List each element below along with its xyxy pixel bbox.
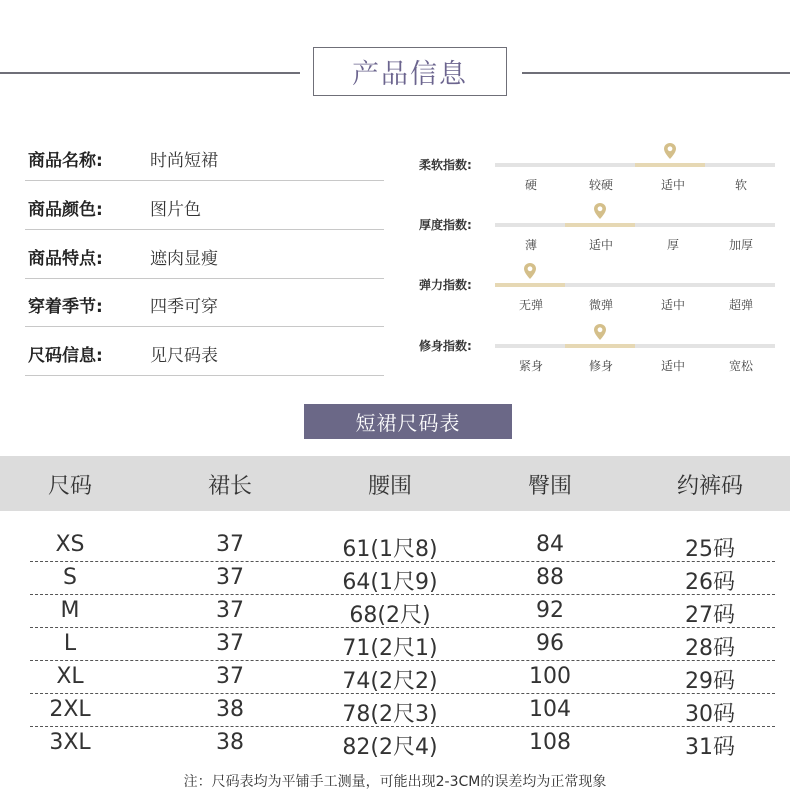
index-option: 薄 [524,238,537,252]
location-pin-icon [523,262,537,280]
table-cell: 82(2尺4) [342,735,438,760]
table-cell: 37 [216,598,244,623]
index-option: 适中 [660,298,685,312]
table-cell: 27码 [685,603,735,628]
table-cell: 88 [536,565,564,590]
index-option: 修身 [588,359,613,373]
table-cell: 30码 [685,702,735,727]
location-pin-icon [593,202,607,220]
table-cell: L [63,631,77,656]
info-label: 商品特点: [28,249,103,269]
index-option: 厚 [666,238,679,252]
info-value: 见尺码表 [150,346,218,366]
table-cell: M [60,598,80,623]
index-option: 超弹 [728,298,753,312]
index-label: 厚度指数: [419,218,472,232]
table-cell: 104 [529,697,571,722]
index-label: 弹力指数: [419,278,472,292]
size-table-header [0,456,790,511]
column-header-hip: 臀围 [527,474,572,499]
info-value: 遮肉显瘦 [150,249,218,269]
table-cell: 37 [216,664,244,689]
index-option: 适中 [588,238,613,252]
index-option: 加厚 [728,238,753,252]
info-value: 四季可穿 [150,297,218,317]
table-row [30,627,775,661]
column-header-length: 裙长 [207,474,252,499]
index-option: 软 [734,178,747,192]
table-cell: 25码 [685,537,735,562]
index-track [495,283,775,287]
column-header-waist: 腰围 [367,474,412,499]
table-cell: 100 [529,664,571,689]
index-option: 微弹 [588,298,613,312]
index-track [495,223,775,227]
table-cell: 84 [536,532,564,557]
table-row [30,528,775,562]
index-track [495,344,775,348]
table-cell: 78(2尺3) [342,702,438,727]
table-cell: XL [56,664,84,689]
table-cell: 71(2尺1) [342,636,438,661]
table-cell: 31码 [685,735,735,760]
measurement-note: 注：尺码表均为平铺手工测量，可能出现2-3CM的误差均为正常现象 [183,774,607,790]
info-row-color [25,180,384,230]
page-title: 产品信息 [313,47,507,96]
location-pin-icon [593,323,607,341]
index-option: 较硬 [588,178,613,192]
table-cell: 108 [529,730,571,755]
table-cell: 38 [216,697,244,722]
info-value: 图片色 [150,200,201,220]
table-cell: 37 [216,532,244,557]
fabric-index-row [419,337,779,397]
index-option: 无弹 [518,298,543,312]
table-cell: 74(2尺2) [342,669,438,694]
table-cell: 3XL [49,730,91,755]
table-cell: 64(1尺9) [342,570,438,595]
index-option: 宽松 [728,359,753,373]
table-cell: 96 [536,631,564,656]
info-row-name [25,131,384,181]
info-value: 时尚短裙 [150,151,218,171]
index-selected-segment [635,163,705,167]
table-row [30,660,775,694]
index-selected-segment [565,344,635,348]
index-label: 柔软指数: [419,158,472,172]
info-row-season [25,277,384,327]
location-pin-icon [663,142,677,160]
table-cell: 38 [216,730,244,755]
info-row-size [25,326,384,376]
table-cell: 92 [536,598,564,623]
info-label: 商品名称: [28,151,103,171]
header-line-right [522,72,790,74]
column-header-pants-size: 约裤码 [676,474,743,499]
index-option: 适中 [660,178,685,192]
info-label: 尺码信息: [28,346,103,366]
table-cell: S [63,565,77,590]
table-cell: 37 [216,565,244,590]
table-row [30,594,775,628]
index-option: 紧身 [518,359,543,373]
index-label: 修身指数: [419,339,472,353]
index-selected-segment [565,223,635,227]
table-row [30,726,775,759]
info-label: 商品颜色: [28,200,103,220]
table-row [30,693,775,727]
info-label: 穿着季节: [28,297,103,317]
size-table-title: 短裙尺码表 [304,404,512,439]
index-option: 硬 [524,178,537,192]
table-cell: 37 [216,631,244,656]
table-cell: 68(2尺) [349,603,431,628]
index-track [495,163,775,167]
table-cell: 28码 [685,636,735,661]
index-option: 适中 [660,359,685,373]
index-selected-segment [495,283,565,287]
header-line-left [0,72,300,74]
table-cell: 2XL [49,697,91,722]
table-cell: 26码 [685,570,735,595]
table-row [30,561,775,595]
column-header-size: 尺码 [47,474,92,499]
fabric-index-row [419,216,779,276]
info-row-feature [25,229,384,279]
table-cell: 61(1尺8) [342,537,438,562]
table-cell: XS [55,532,85,557]
table-cell: 29码 [685,669,735,694]
